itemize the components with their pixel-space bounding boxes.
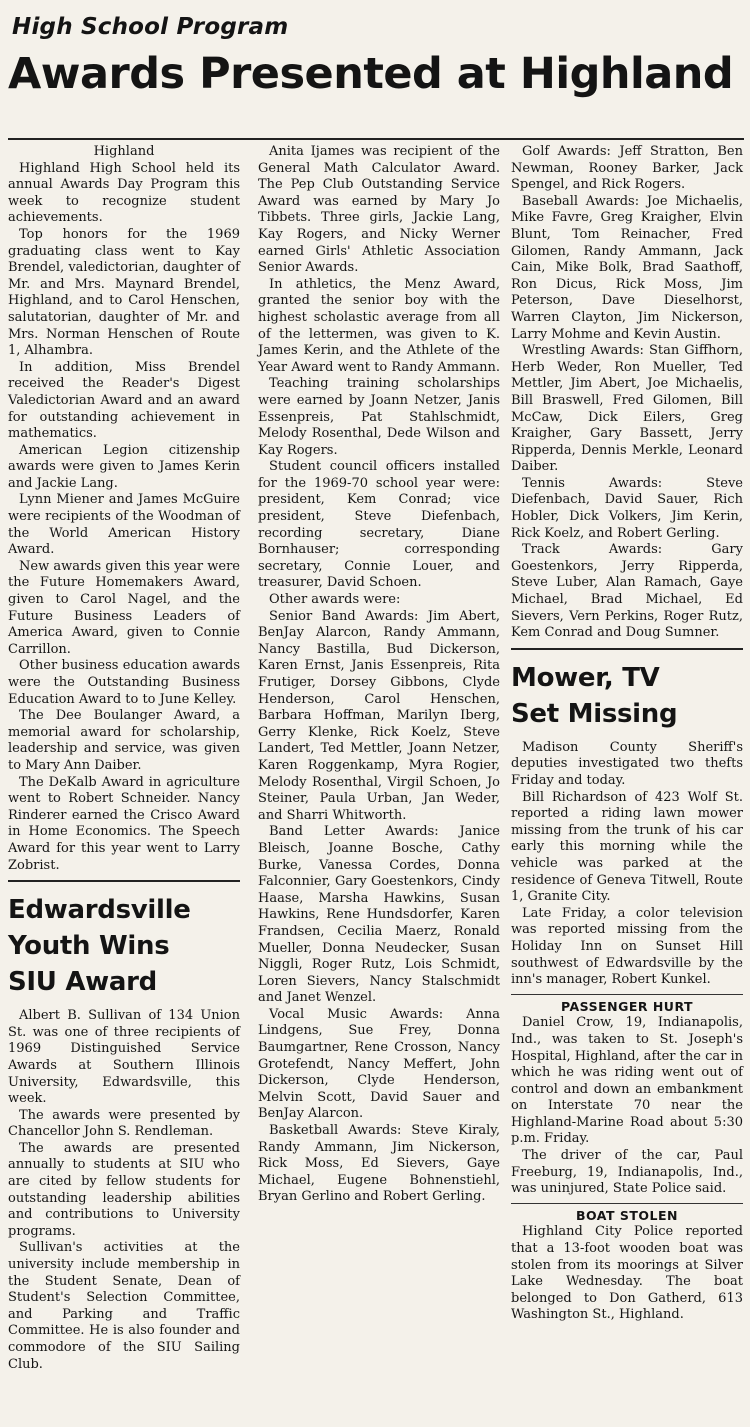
story-paragraph: Student council officers installed for the 1969-70 school year were: president, Kem Conrad; vice president, Steve Diefenbach, recording secretary, Diane Bornhauser; corresponding secretary, Connie Louer, and treasurer, David Schoen. — [258, 459, 500, 591]
sullivan-headline: Edwardsville Youth Wins SIU Award — [8, 895, 191, 998]
story-divider — [511, 994, 743, 995]
story-paragraph: New awards given this year were the Future Homemakers Award, given to Carol Nagel, and the Future Business Leaders of America Award, given to Connie Carrillon. — [8, 558, 240, 657]
story-paragraph: The awards were presented by Chancellor John S. Rendleman. — [8, 1107, 240, 1140]
story-paragraph: The DeKalb Award in agriculture went to Robert Schneider. Nancy Rinderer earned the Crisco Award in Home Economics. The Speech Award for this year went to Larry Zobrist. — [8, 774, 240, 873]
story-paragraph: Sullivan's activities at the university include membership in the Student Senate, Dean of Student's Selection Committee, and Parking and Traffic Committee. He is also founder and commodore of the SIU Sailing Club. — [8, 1240, 240, 1372]
story-paragraph: In athletics, the Menz Award, granted the senior boy with the highest scholastic average from all of the lettermen, was given to K. James Kerin, and the Athlete of the Year Award went to Randy Ammann. — [258, 276, 501, 375]
story-paragraph: Wrestling Awards: Stan Giffhorn, Herb Weder, Ron Mueller, Ted Mettler, Jim Abert, Joe Michaelis, Bill Braswell, Fred Gilomen, Bill McCaw, Dick Eilers, Greg Kraigher, Gary Bassett, Jerry Ripperda, Dennis Merkle, Leonard Daiber. — [511, 343, 743, 475]
story-paragraph: Other business education awards were the Outstanding Business Education Award to to June Kelley. — [8, 658, 240, 707]
passenger-headline: PASSENGER HURT — [560, 998, 694, 1014]
dateline: Highland — [93, 144, 155, 159]
story-paragraph: The driver of the car, Paul Freeburg, 19, Indianapolis, Ind., was uninjured, State Police said. — [511, 1148, 743, 1197]
story-paragraph: Tennis Awards: Steve Diefenbach, David Sauer, Rich Hobler, Dick Volkers, Jim Kerin, Rick Koelz, and Robert Gerling. — [511, 475, 743, 541]
story-paragraph: Late Friday, a color television was reported missing from the Holiday Inn on Sunset Hill southwest of Edwardsville by the inn's manager, Robert Kunkel. — [511, 905, 743, 988]
headline-rule — [8, 138, 744, 140]
story-paragraph: Bill Richardson of 423 Wolf St. reported a riding lawn mower missing from the trunk of his car early this morning while the vehicle was parked at the residence of Geneva Titwell, Route 1, Granite City. — [511, 789, 743, 905]
story-paragraph: The awards are presented annually to students at SIU who are cited by fellow students for outstanding leadership abilities and contributions to University programs. — [8, 1140, 240, 1239]
story-paragraph: Albert B. Sullivan of 134 Union St. was one of three recipients of 1969 Distinguished Service Awards at Southern Illinois University, Edwardsville, this week. — [8, 1008, 240, 1107]
story-paragraph: Daniel Crow, 19, Indianapolis, Ind., was taken to St. Joseph's Hospital, Highland, after the car in which he was riding went out of control and down an embankment on Interstate 70 near the Highland-Marine Road about 5:30 p.m. Friday. — [511, 1015, 743, 1147]
story-paragraph: The Dee Boulanger Award, a memorial award for scholarship, leadership and service, was given to Mary Ann Daiber. — [8, 708, 240, 773]
story-paragraph: Madison County Sheriff's deputies investigated two thefts Friday and today. — [511, 739, 743, 788]
story-paragraph: Top honors for the 1969 graduating class went to Kay Brendel, valedictorian, daughter of Mr. and Mrs. Maynard Brendel, Highland, and to Carol Henschen, salutatorian, daughter of Mr. and Mrs. Norman Henschen of Route 1, Alhambra. — [8, 226, 240, 359]
story-paragraph: In addition, Miss Brendel received the Reader's Digest Valedictorian Award and an award for outstanding achievement in mathematics. — [8, 359, 240, 442]
story-divider — [8, 880, 240, 882]
story-paragraph: Senior Band Awards: Jim Abert, BenJay Alarcon, Randy Ammann, Nancy Bastilla, Bud Dickerson, Karen Ernst, Janis Essenpreis, Rita Frutiger, Dorsey Gibbons, Clyde Henderson, Carol Henschen, Barbara Hoffman, Marilyn Iberg, Gerry Klenke, Rick Koelz, Steve Landert, Ted Mettler, Joann Netzer, Karen Roggenkamp, Myra Rogier, Melody Rosenthal, Virgil Schoen, Jo Steiner, Paula Urban, Jan Weder, and Sharri Whitworth. — [258, 608, 500, 823]
story-paragraph: Highland High School held its annual Awards Day Program this week to recognize student achievements. — [8, 160, 240, 226]
story-paragraph: Teaching training scholarships were earned by Joann Netzer, Janis Essenpreis, Pat Stahlschmidt, Melody Rosenthal, Dede Wilson and Kay Rogers. — [258, 376, 500, 458]
story-divider — [511, 1203, 743, 1204]
story-paragraph: Anita Ijames was recipient of the General Math Calculator Award. The Pep Club Outstanding Service Award was earned by Mary Jo Tibbets. Three girls, Jackie Lang, Kay Rogers, and Nicky Werner earned Girls' Athletic Association Senior Awards. — [258, 144, 500, 276]
story-paragraph: Band Letter Awards: Janice Bleisch, Joanne Bosche, Cathy Burke, Vanessa Cordes, Donna Falconnier, Gary Goestenkors, Cindy Haase, Marsha Hawkins, Susan Hawkins, Rene Hundsdorfer, Karen Frandsen, Cecilia Maerz, Ronald Mueller, Donna Neudecker, Susan Niggli, Roger Rutz, Lois Schmidt, Loren Sievers, Nancy Stalschmidt and Janet Wenzel. — [258, 824, 500, 1006]
main-headline: Awards Presented at Highland — [8, 49, 734, 99]
story-paragraph: Baseball Awards: Joe Michaelis, Mike Favre, Greg Kraigher, Elvin Blunt, Tom Reinacher, Fred Gilomen, Randy Ammann, Jack Cain, Mike Bolk, Brad Saathoff, Ron Dicus, Rick Moss, Jim Peterson, Dave Dieselhorst, Warren Clayton, Jim Nickerson, Larry Mohme and Kevin Austin. — [511, 193, 743, 342]
boat-headline: BOAT STOLEN — [575, 1207, 679, 1223]
story-paragraph: American Legion citizenship awards were given to James Kerin and Jackie Lang. — [8, 442, 240, 491]
column-1 — [8, 144, 240, 1373]
column-3 — [511, 144, 743, 1324]
story-paragraph: Basketball Awards: Steve Kiraly, Randy Ammann, Jim Nickerson, Rick Moss, Ed Sievers, Gaye Michael, Eugene Bohnenstiehl, Bryan Gerlino and Robert Gerling. — [258, 1123, 500, 1205]
story-divider — [511, 648, 743, 650]
column-2 — [258, 144, 500, 1206]
story-paragraph: Vocal Music Awards: Anna Lindgens, Sue Frey, Donna Baumgartner, Rene Crosson, Nancy Grotefendt, Nancy Meffert, John Dickerson, Clyde Henderson, Melvin Scott, David Sauer and BenJay Alarcon. — [258, 1006, 500, 1122]
story-paragraph: Lynn Miener and James McGuire were recipients of the Woodman of the World American History Award. — [8, 492, 240, 558]
section-kicker: High School Program — [12, 14, 289, 40]
story-paragraph: Golf Awards: Jeff Stratton, Ben Newman, Rooney Barker, Jack Spengel, and Rick Rogers. — [511, 144, 743, 193]
mower-headline: Mower, TV Set Missing — [511, 662, 678, 729]
story-paragraph: Highland City Police reported that a 13-foot wooden boat was stolen from its moorings at Silver Lake Wednesday. The boat belonged to Don Gatherd, 613 Washington St., Highland. — [511, 1224, 743, 1323]
story-paragraph: Other awards were: — [269, 592, 401, 608]
story-paragraph: Track Awards: Gary Goestenkors, Jerry Ripperda, Steve Luber, Alan Ramach, Gaye Michael, Brad Michael, Ed Sievers, Vern Perkins, Roger Rutz, Kem Conrad and Doug Sumner. — [511, 542, 743, 641]
